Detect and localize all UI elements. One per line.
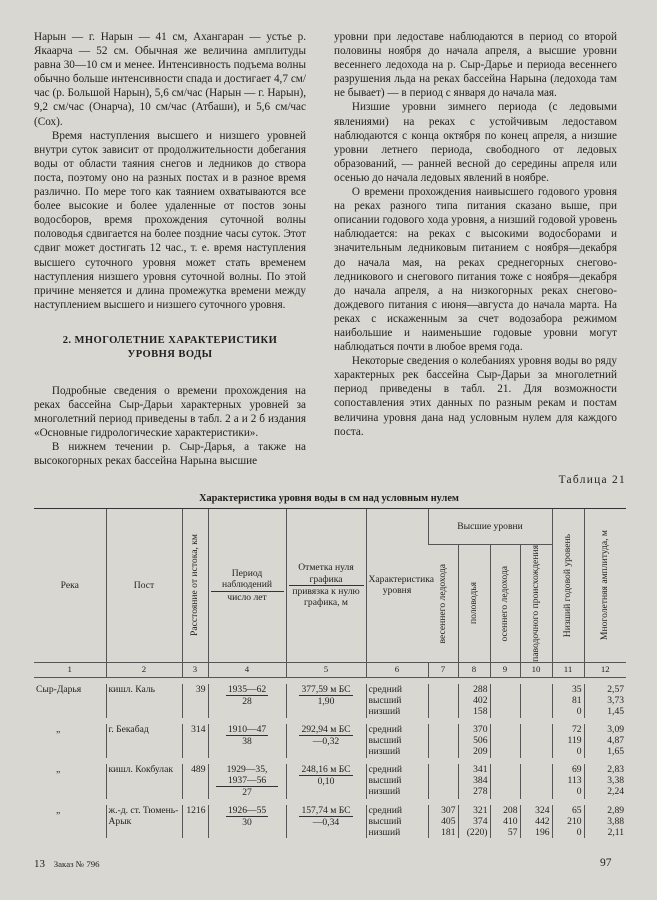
header-flood: половодья [458, 545, 490, 663]
column-number: 2 [106, 662, 182, 677]
header-post: Пост [106, 509, 182, 663]
column-number: 12 [584, 662, 626, 677]
spring-ice-cell: 307 405 181 [428, 805, 458, 839]
river-cell: „ [56, 763, 61, 775]
table-row [34, 724, 626, 758]
header-period: $\frac{\text{Период наблюдений}}{\text{число лет}}$ [208, 509, 286, 663]
header-distance: Расстояние от истока, км [182, 509, 208, 663]
zero-mark-cell: $\frac{\text{292,94 м БС}}{—0,32}$ [286, 724, 366, 758]
low-annual-cell: 72 119 0 [552, 724, 584, 758]
characteristic-cell: средний высший низший [366, 684, 428, 718]
column-number: 8 [458, 662, 490, 677]
column-numbers-row [34, 662, 626, 677]
column-number: 9 [490, 662, 520, 677]
river-cell: Сыр-Дарья [36, 683, 82, 695]
river-cell: „ [56, 723, 61, 735]
river-cell: „ [56, 804, 61, 816]
flood-cell: 288 402 158 [458, 684, 490, 718]
section-heading-line: УРОВНЯ ВОДЫ [127, 348, 213, 360]
amplitude-cell: 3,09 4,87 1,65 [584, 724, 626, 758]
column-number: 4 [208, 662, 286, 677]
spring-ice-cell [428, 684, 458, 718]
table-number: Таблица 21 [558, 474, 626, 486]
column-number: 7 [428, 662, 458, 677]
amplitude-cell: 2,83 3,38 2,24 [584, 764, 626, 799]
section-heading [34, 334, 306, 362]
distance-cell: 489 [182, 764, 208, 799]
header-river: Река [34, 509, 106, 663]
column-number: 5 [286, 662, 366, 677]
paragraph: Подробные сведения о времени прохождения на реках бассейна Сыр-Дарьи характерных уровней за многолетний период приведены в табл. 2 а и 2 б издания «Основные гидрологические характеристики». [34, 384, 306, 440]
post-cell: г. Бекабад [106, 724, 182, 758]
header-autumn-ice: осеннего ледохода [490, 545, 520, 663]
freshet-cell [520, 684, 552, 718]
amplitude-cell: 2,89 3,88 2,11 [584, 805, 626, 839]
characteristic-cell: средний высший низший [366, 764, 428, 799]
spring-ice-cell [428, 724, 458, 758]
table-row [34, 684, 626, 718]
paragraph: О времени прохождения наивысшего годового уровня на реках разного типа питания сказано выше, при описании годового хода уровня, а низший годовой уровень наблюдается: на реках с высокими водосборами и значительным ледниковым питанием с ноября—декабря до начала мая, на реках среднегорных снегово-ледникового и снегового питания тоже с ноября—декабря до начала апреля, а на низкогорных реках снегово-дождевого питания с июня—августа до начала марта. На реках с искаженным за счет водозабора режимом наибольшие и наименьшие годовые уровни могут наблюдаться почти в любое время года. [334, 186, 617, 354]
column-number: 11 [552, 662, 584, 677]
amplitude-cell: 2,57 3,73 1,45 [584, 684, 626, 718]
column-number: 10 [520, 662, 552, 677]
low-annual-cell: 69 113 0 [552, 764, 584, 799]
flood-cell: 370 506 209 [458, 724, 490, 758]
paragraph: Низшие уровни зимнего периода (с ледовыми явлениями) на реках с устойчивым ледоставом наблюдаются с конца октября по конец апреля, а низшие уровни летнего периода, свободного от ледовых образований, — ранней весной до середины апреля или осенью до начала ледовых явлений в ноябре. [334, 101, 617, 184]
autumn-ice-cell [490, 684, 520, 718]
section-heading-line: 2. МНОГОЛЕТНИЕ ХАРАКТЕРИСТИКИ [62, 334, 278, 346]
paragraph: Время наступления высшего и низшего уровней внутри суток зависит от продолжительности добегания воды от области таяния снегов и ледников до створа поста, поэтому оно на разных постах и в разное время различно. По мере того как таянием охватываются все более высокие и более удаленные от постов зоны водосборов, время прохождения суточной волны половодья сдвигается на более поздние часы суток. Этот сдвиг может достигать 12 час., т. е. время наступления высшего суточного уровня может стать временем наступления низшего уровня суточной волны. По этой причине меняется и длина промежутка времени между наступлением высшего и низшего суточного уровня. [34, 129, 306, 311]
column-number: 6 [366, 662, 428, 677]
paragraph: Некоторые сведения о колебаниях уровня воды во ряду характерных рек бассейна Сыр-Дарьи за многолетний период приведены в табл. 21. Для возможности сопоставления этих данных по разным рекам и постам величина уровня дана над условным нулем для каждого поста. [334, 355, 617, 438]
low-annual-cell: 65 210 0 [552, 805, 584, 839]
characteristic-cell: средний высший низший [366, 724, 428, 758]
column-number: 1 [34, 662, 106, 677]
header-zero-mark: $\frac{\text{Отметка нуля графика}}{\text{привязка к нулю графика, м}}$ [286, 509, 366, 663]
paragraph: Нарын — г. Нарын — 41 см, Ахангаран — устье р. Якаарча — 52 см. Обычная же величина амплитуды равна 30—10 см и менее. Интенсивность подъема волны обычно больше интенсивности спада и достигает 4,7 см/час (р. Большой Нарын), 5,6 см/час (Нарын — г. Нарын), 9,2 см/час (Онарча), 10 см/час (Атбаши), и 5,6 см/час (Сох). [34, 31, 306, 128]
left-column [34, 30, 306, 468]
paragraph: В нижнем течении р. Сыр-Дарья, а также на высокогорных реках бассейна Нарына высшие [34, 441, 306, 468]
water-level-table [34, 508, 626, 838]
table-caption: Характеристика уровня воды в см над условным нулем [199, 493, 459, 504]
sheet-number: 13 [34, 858, 45, 870]
header-characteristic: Характеристика уровня [366, 509, 428, 663]
post-cell: кишл. Каль [106, 684, 182, 718]
characteristic-cell: средний высший низший [366, 805, 428, 839]
freshet-cell [520, 724, 552, 758]
column-number: 3 [182, 662, 208, 677]
distance-cell: 1216 [182, 805, 208, 839]
distance-cell: 39 [182, 684, 208, 718]
header-amplitude: Многолетняя амплитуда, м [584, 509, 626, 663]
period-cell: $\frac{1926—55}{30}$ [208, 805, 286, 839]
period-cell: $\frac{1929—35, 1937—56}{27}$ [208, 764, 286, 799]
period-cell: $\frac{1910—47}{38}$ [208, 724, 286, 758]
autumn-ice-cell: 208 410 57 [490, 805, 520, 839]
paragraph: уровни при ледоставе наблюдаются в период со второй половины ноября до начала апреля, а высшие уровни весеннего ледохода на р. Сыр-Дарье и периода весеннего разрушения льда на реках бассейна Нарына (ледохода там не бывает) — в период с января до начала мая. [334, 31, 617, 100]
order-number: Заказ № 796 [53, 859, 100, 869]
table-row [34, 764, 626, 799]
period-cell: $\frac{1935—62}{28}$ [208, 684, 286, 718]
post-cell: ж.-д. ст. Тюмень-Арык [106, 805, 182, 839]
zero-mark-cell: $\frac{\text{248,16 м БС}}{0,10}$ [286, 764, 366, 799]
freshet-cell: 324 442 196 [520, 805, 552, 839]
low-annual-cell: 35 81 0 [552, 684, 584, 718]
printer-footer [34, 858, 100, 870]
table-body [34, 677, 626, 838]
post-cell: кишл. Кокбулак [106, 764, 182, 799]
header-spring-ice: весеннего ледохода [436, 563, 448, 644]
header-high-levels: Высшие уровни [428, 509, 552, 545]
zero-mark-cell: $\frac{\text{157,74 м БС}}{—0,34}$ [286, 805, 366, 839]
spring-ice-cell [428, 764, 458, 799]
header-flood-origin: паводочного происхождения [520, 545, 552, 663]
table-row [34, 805, 626, 839]
flood-cell: 341 384 278 [458, 764, 490, 799]
autumn-ice-cell [490, 764, 520, 799]
page-number: 97 [600, 857, 612, 869]
flood-cell: 321 374 (220) [458, 805, 490, 839]
distance-cell: 314 [182, 724, 208, 758]
zero-mark-cell: $\frac{\text{377,59 м БС}}{1,90}$ [286, 684, 366, 718]
freshet-cell [520, 764, 552, 799]
header-low-annual: Низший годовой уровень [552, 509, 584, 663]
right-column [334, 30, 617, 439]
autumn-ice-cell [490, 724, 520, 758]
